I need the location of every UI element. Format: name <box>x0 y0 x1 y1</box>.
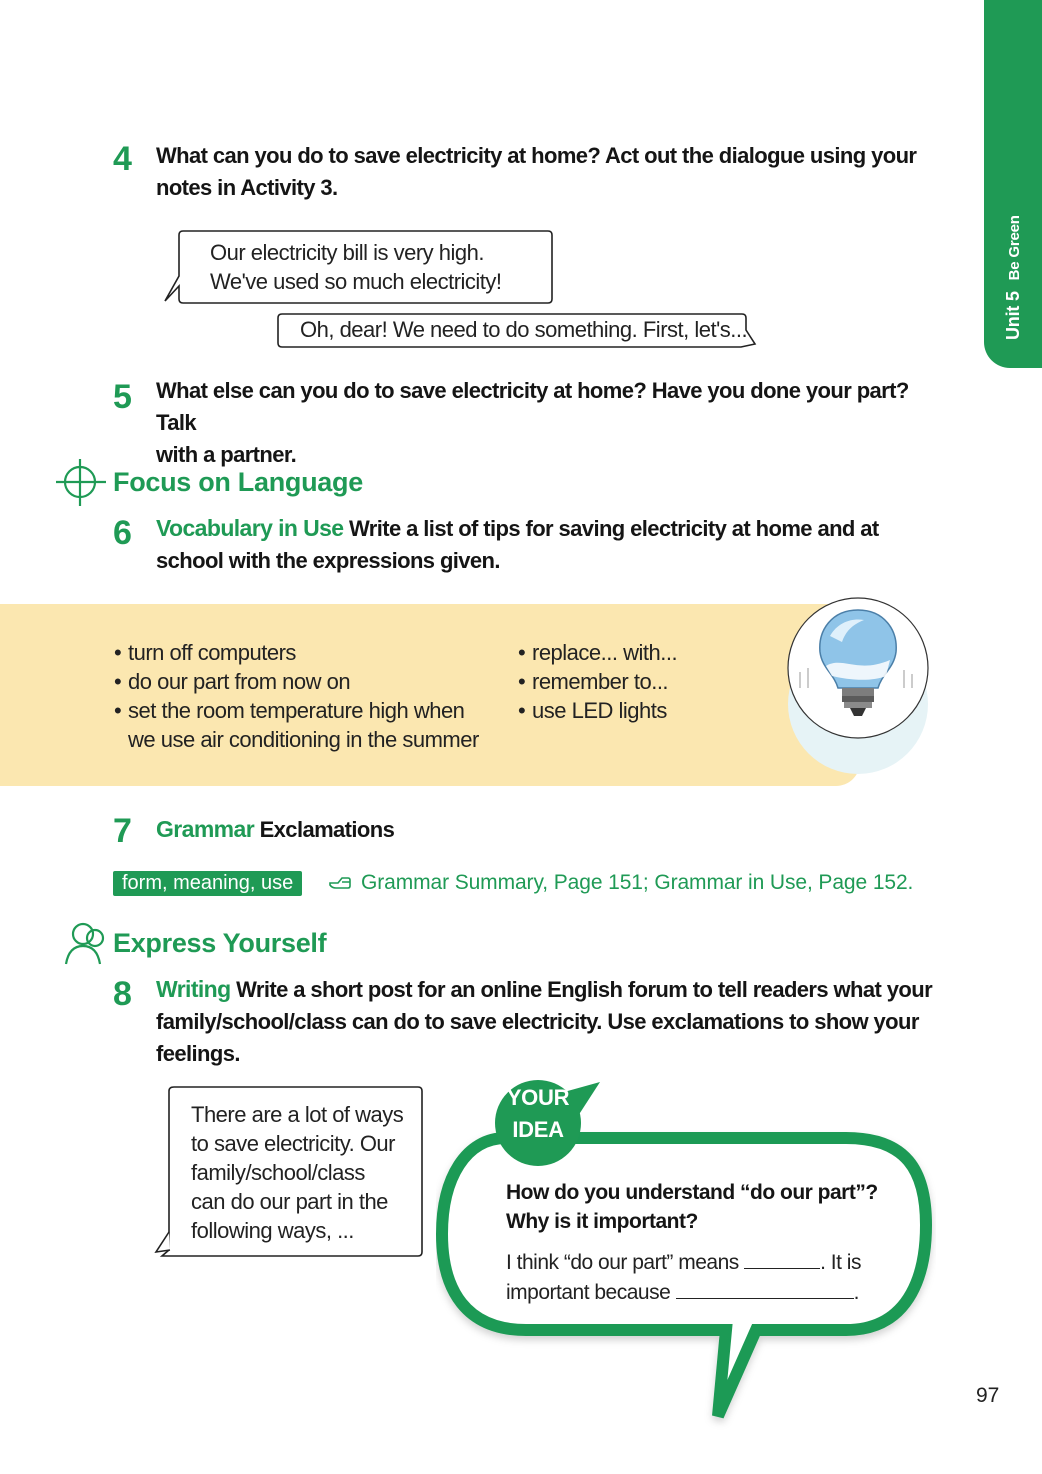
page-number: 97 <box>976 1384 1000 1407</box>
form-meaning-use-tag: form, meaning, use <box>113 871 302 896</box>
answer-part3: important because <box>506 1281 671 1304</box>
pointing-hand-icon <box>328 873 352 893</box>
note-line: There are a lot of ways <box>191 1102 404 1127</box>
unit-side-tab-label <box>1003 215 1024 340</box>
activity-7-number: 7 <box>113 812 132 850</box>
writing-note-text <box>191 1100 403 1245</box>
light-bulb-illustration <box>786 596 932 782</box>
bubble-1-line2: We've used so much electricity! <box>210 269 502 294</box>
activity-8-line3: feelings. <box>156 1041 240 1066</box>
activity-6-instruction <box>156 512 956 577</box>
question-line1: How do you understand “do our part”? <box>506 1181 878 1204</box>
activity-7-instruction <box>156 813 394 846</box>
activity-5-line2: with a partner. <box>156 442 297 467</box>
question-line2: Why is it important? <box>506 1210 698 1233</box>
activity-8-line2: family/school/class can do to save electricity. Use exclamations to show your <box>156 1009 919 1034</box>
people-icon <box>62 918 112 968</box>
vocabulary-in-use-label: Vocabulary in Use <box>156 515 344 541</box>
tip-item-continuation: we use air conditioning in the summer <box>128 727 479 752</box>
answer-part1: I think “do our part” means <box>506 1251 739 1274</box>
activity-6-line2: school with the expressions given. <box>156 548 500 573</box>
note-line: following ways, ... <box>191 1218 354 1243</box>
activity-4-line2: notes in Activity 3. <box>156 175 338 200</box>
blank-line-1[interactable] <box>744 1250 820 1269</box>
tip-item: • turn off computers <box>114 638 494 667</box>
activity-8-number: 8 <box>113 975 132 1013</box>
badge-line2: IDEA <box>512 1117 564 1142</box>
tips-left-list <box>114 638 494 754</box>
writing-label: Writing <box>156 976 231 1002</box>
answer-part4: . <box>853 1281 859 1304</box>
activity-4-number: 4 <box>113 140 132 178</box>
tip-item: • do our part from now on <box>114 667 494 696</box>
blank-line-2[interactable] <box>676 1280 854 1299</box>
your-idea-answer <box>506 1248 906 1308</box>
tips-right-list <box>518 638 758 725</box>
focus-on-language-heading: Focus on Language <box>113 467 363 497</box>
speech-bubble-2-text: Oh, dear! We need to do something. First, let's... <box>300 317 748 342</box>
activity-4-line1: What can you do to save electricity at home? Act out the dialogue using your <box>156 143 917 168</box>
activity-6-number: 6 <box>113 514 132 552</box>
badge-line1: YOUR <box>506 1085 570 1110</box>
note-line: can do our part in the <box>191 1189 388 1214</box>
crosshair-icon <box>54 457 108 509</box>
activity-4-instruction <box>156 140 936 204</box>
tip-item: • replace... with... <box>518 638 758 667</box>
your-idea-badge <box>486 1082 590 1146</box>
activity-8-instruction <box>156 973 956 1070</box>
grammar-topic: Exclamations <box>259 817 395 842</box>
grammar-label: Grammar <box>156 816 255 842</box>
activity-5-number: 5 <box>113 378 132 416</box>
tip-item: • set the room temperature high when <box>114 696 494 725</box>
note-line: to save electricity. Our <box>191 1131 395 1156</box>
express-yourself-heading: Express Yourself <box>113 928 327 958</box>
activity-6-line1: Write a list of tips for saving electricity at home and at <box>349 516 879 541</box>
unit-title: Be Green <box>1006 215 1023 281</box>
grammar-reference-link[interactable]: Grammar Summary, Page 151; Grammar in Use, Page 152. <box>361 871 914 894</box>
note-line: family/school/class <box>191 1160 365 1185</box>
tip-item: • use LED lights <box>518 696 758 725</box>
activity-8-line1: Write a short post for an online English forum to tell readers what your <box>236 977 933 1002</box>
activity-5-line1: What else can you do to save electricity at home? Have you done your part? Talk <box>156 378 909 435</box>
answer-part2: . It is <box>820 1251 861 1274</box>
bubble-1-line1: Our electricity bill is very high. <box>210 240 484 265</box>
unit-label: Unit 5 <box>1003 291 1023 340</box>
tip-item: • remember to... <box>518 667 758 696</box>
speech-bubble-1-text <box>210 238 502 296</box>
your-idea-question <box>506 1178 878 1236</box>
activity-5-instruction <box>156 375 946 471</box>
